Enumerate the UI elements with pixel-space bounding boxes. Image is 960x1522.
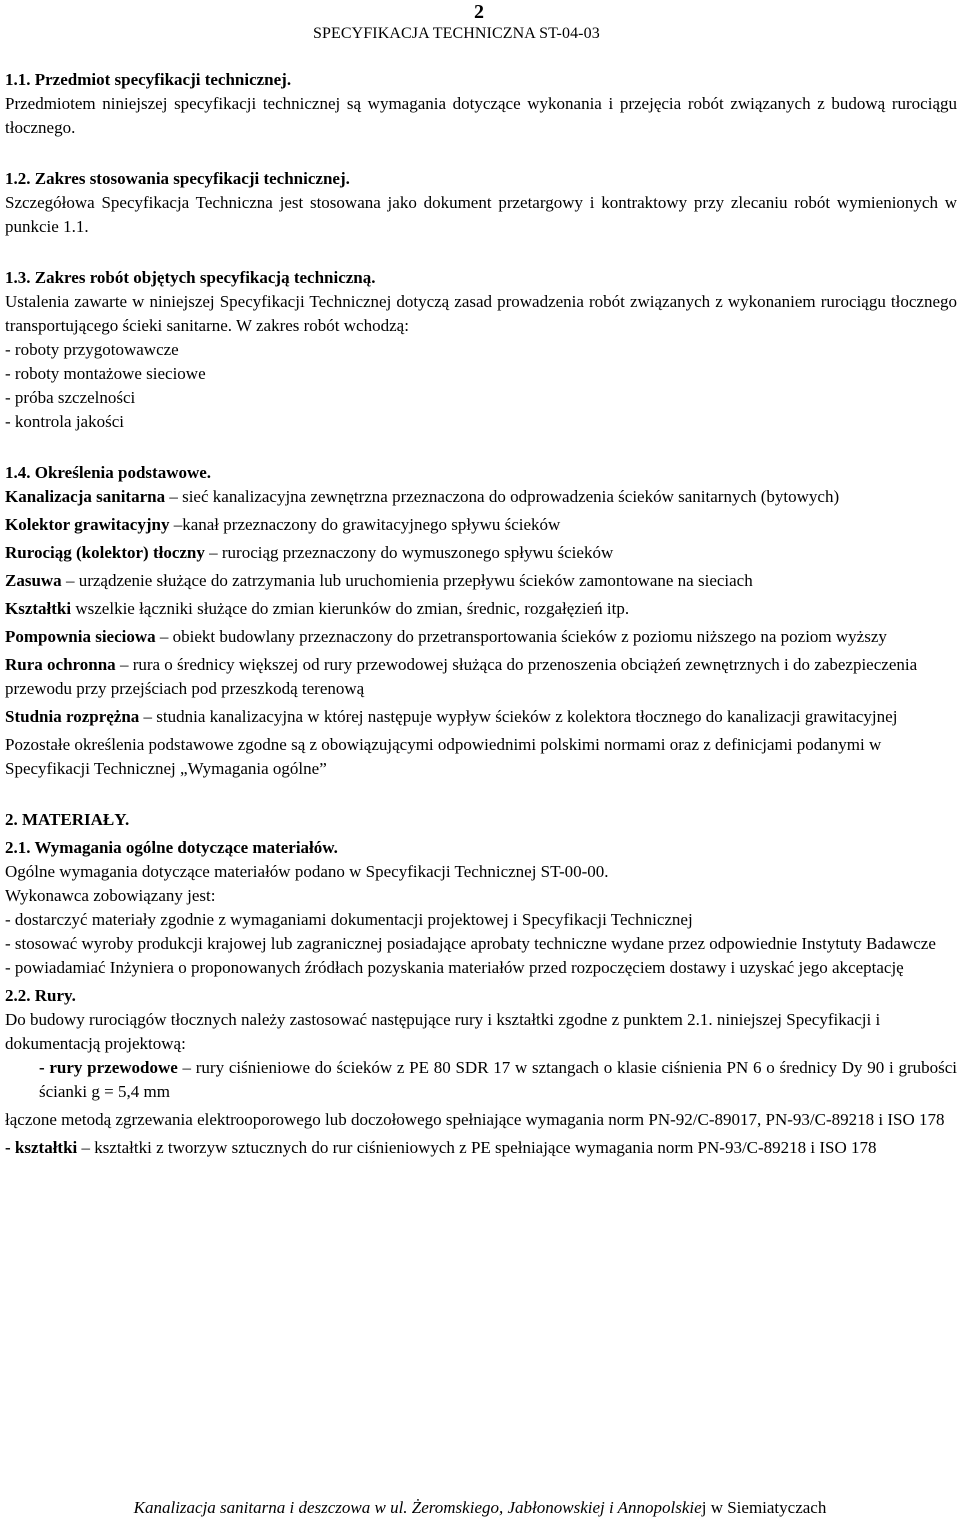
section-1-1-title: 1.1. Przedmiot specyfikacji technicznej. [5, 70, 292, 89]
page-footer [0, 1496, 960, 1520]
definition-desc: – studnia kanalizacyjna w której następuje wypływ ścieków z kolektora tłocznego do kanalizacji grawitacyjnej [139, 707, 898, 726]
section-1-1-text: Przedmiotem niniejszej specyfikacji technicznej są wymagania dotyczące wykonania i przejęcia robót związanych z budową rurociągu tłocznego. [5, 94, 957, 137]
section-1-2-title: 1.2. Zakres stosowania specyfikacji technicznej. [5, 169, 350, 188]
definition-desc: wszelkie łączniki służące do zmian kierunków do zmian, średnic, rozgałęzień itp. [71, 599, 630, 618]
definition [5, 597, 957, 621]
definition-term: Rurociąg (kolektor) tłoczny [5, 543, 205, 562]
footer-normal: j w Siemiatyczach [701, 1498, 827, 1517]
definition-term: Kanalizacja sanitarna [5, 487, 166, 506]
definition-desc: – sieć kanalizacyjna zewnętrzna przeznaczona do odprowadzenia ścieków sanitarnych (bytowych) [165, 487, 840, 506]
definition-term: Zasuwa [5, 571, 62, 590]
section-1-2-text: Szczegółowa Specyfikacja Techniczna jest stosowana jako dokument przetargowy i kontraktowy przy zlecaniu robót wymienionych w punkcie 1.1. [5, 193, 957, 236]
list-item: - roboty przygotowawcze [5, 340, 179, 359]
definition [5, 569, 957, 593]
section-1-4-title: 1.4. Określenia podstawowe. [5, 463, 212, 482]
list-item: - próba szczelności [5, 388, 136, 407]
section-2-1-text: Ogólne wymagania dotyczące materiałów podano w Specyfikacji Technicznej ST-00-00. [5, 862, 609, 881]
list-item: - kontrola jakości [5, 412, 124, 431]
pipes-desc: – rury ciśnieniowe do ścieków z PE 80 SDR 17 w sztangach o klasie ciśnienia PN 6 o średnicy Dy 90 i grubości ścianki g = 5,4 mm [39, 1058, 957, 1101]
pipes-item [5, 1056, 957, 1104]
definition-term: Pompownia sieciowa [5, 627, 156, 646]
definition-desc: – rura o średnicy większej od rury przewodowej służąca do przenoszenia obciążeń zewnętrznych i do zabezpieczenia przewodu przy przejściach pod przeszkodą terenową [5, 655, 918, 698]
pipes-term: - rury przewodowe [39, 1058, 178, 1077]
list-item: - roboty montażowe sieciowe [5, 364, 206, 383]
definitions-closing: Pozostałe określenia podstawowe zgodne są z obowiązującymi odpowiednimi polskimi normami oraz z definicjami podanymi w Specyfikacji Technicznej „Wymagania ogólne” [5, 735, 882, 778]
section-1-3-text: Ustalenia zawarte w niniejszej Specyfikacji Technicznej dotyczą zasad prowadzenia robót związanych z wykonaniem rurociągu tłocznego transportującego ścieki sanitarne. W zakres robót wchodzą: [5, 292, 957, 335]
list-item: - dostarczyć materiały zgodnie z wymaganiami dokumentacji projektowej i Specyfikacji Technicznej [5, 910, 693, 929]
page-number: 2 [474, 1, 484, 23]
section-2-title: 2. MATERIAŁY. [5, 810, 130, 829]
definition [5, 705, 957, 729]
definition-term: Rura ochronna [5, 655, 116, 674]
definition-term: Studnia rozprężna [5, 707, 140, 726]
list-item: - stosować wyroby produkcji krajowej lub zagranicznej posiadające aprobaty techniczne wydane przez odpowiednie Instytuty Badawcze [5, 934, 936, 953]
definition [5, 653, 957, 701]
fittings-item [5, 1136, 957, 1160]
document-body [5, 68, 957, 1160]
definition-desc: – urządzenie służące do zatrzymania lub uruchomienia przepływu ścieków zamontowane na sieciach [61, 571, 753, 590]
section-2-1-intro: Wykonawca zobowiązany jest: [5, 886, 216, 905]
section-2-1-title: 2.1. Wymagania ogólne dotyczące materiałów. [5, 838, 338, 857]
footer-italic: Kanalizacja sanitarna i deszczowa w ul. Żeromskiego, Jabłonowskiej i Annopolskie [133, 1498, 702, 1517]
fittings-desc: – kształtki z tworzyw sztucznych do rur ciśnieniowych z PE spełniające wymagania norm PN-93/C-89218 i ISO 178 [77, 1138, 877, 1157]
fittings-term: - kształtki [5, 1138, 78, 1157]
section-2-2-title: 2.2. Rury. [5, 986, 76, 1005]
joining-text: łączone metodą zgrzewania elektrooporowego lub doczołowego spełniające wymagania norm PN-92/C-89017, PN-93/C-89218 i ISO 178 [5, 1110, 945, 1129]
definition-term: Kształtki [5, 599, 72, 618]
definition-term: Kolektor grawitacyjny [5, 515, 170, 534]
definition [5, 513, 957, 537]
section-2-2-text: Do budowy rurociągów tłocznych należy zastosować następujące rury i kształtki zgodne z punktem 2.1. niniejszej Specyfikacji i dokumentacją projektową: [5, 1010, 881, 1053]
list-item: - powiadamiać Inżyniera o proponowanych źródłach pozyskania materiałów przed rozpoczęciem dostawy i uzyskać jego akceptację [5, 958, 904, 977]
definition [5, 625, 957, 649]
section-1-3-title: 1.3. Zakres robót objętych specyfikacją techniczną. [5, 268, 376, 287]
definition [5, 541, 957, 565]
definition-desc: – obiekt budowlany przeznaczony do przetransportowania ścieków z poziomu niższego na poziom wyższy [155, 627, 887, 646]
definition-desc: – rurociąg przeznaczony do wymuszonego spływu ścieków [204, 543, 614, 562]
definition-desc: –kanał przeznaczony do grawitacyjnego spływu ścieków [169, 515, 561, 534]
spec-code: SPECYFIKACJA TECHNICZNA ST-04-03 [313, 25, 600, 42]
definition [5, 485, 957, 509]
